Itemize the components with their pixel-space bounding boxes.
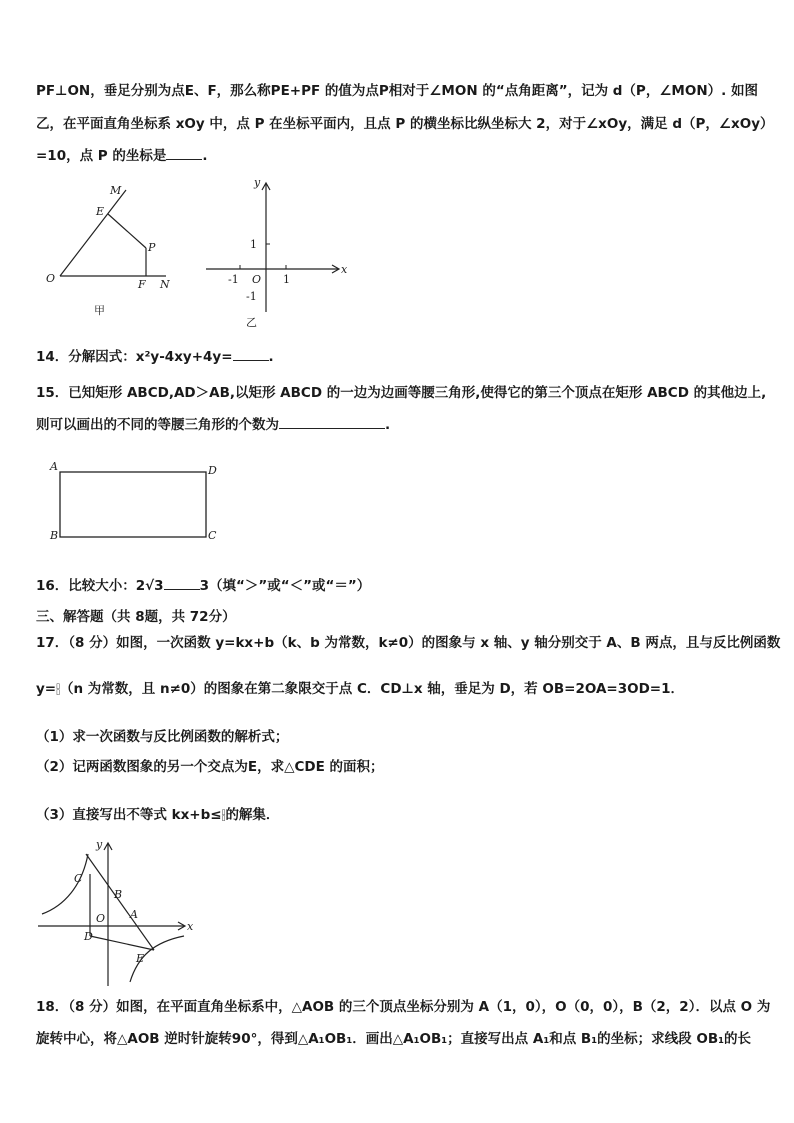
fraction-n-over-x: ▯ ▯ <box>221 808 226 822</box>
q13-line-1: PF⊥ON，垂足分别为点E、F，那么称PE+PF 的值为点P相对于∠MON 的“点角距离”，记为 d（P，∠MON）. 如图 <box>36 83 758 99</box>
axis-x-label: x <box>187 920 194 933</box>
label-M: M <box>110 184 122 197</box>
label-F: F <box>138 278 146 291</box>
label-P: P <box>148 241 156 254</box>
q17-line-2: y= ▯ ▯ （n 为常数，且 n≠0）的图象在第二象限交于点 C．CD⊥x 轴，垂足为 D，若 OB=2OA=3OD=1． <box>36 681 685 697</box>
q18-line-1: 18．（8 分）如图，在平面直角坐标系中，△AOB 的三个顶点坐标分别为 A（1，0），O（0，0），B（2，2）．以点 O 为 <box>36 999 771 1015</box>
tick-x-1: 1 <box>283 273 290 286</box>
q15-line-2: 则可以画出的不同的等腰三角形的个数为 . <box>36 417 391 433</box>
figure-jia <box>40 180 180 320</box>
label-D: D <box>208 464 217 477</box>
figure-caption: 甲 <box>94 304 105 317</box>
answer-blank[interactable] <box>166 147 202 160</box>
q16: 16．比较大小：2√3 3（填“＞”或“＜”或“＝”） <box>36 578 371 594</box>
label-D: D <box>84 930 93 943</box>
label-E: E <box>136 952 145 965</box>
section-3-title: 三、解答题（共 8题，共 72分） <box>36 609 236 625</box>
q14: 14．分解因式：x²y-4xy+4y= . <box>36 349 274 365</box>
answer-blank[interactable] <box>164 577 200 590</box>
label-N: N <box>160 278 170 291</box>
figure-yi <box>200 172 360 332</box>
q15-line-1: 15．已知矩形 ABCD,AD＞AB,以矩形 ABCD 的一边为边画等腰三角形,使得它的第三个顶点在矩形 ABCD 的其他边上, <box>36 385 767 401</box>
q18-line-2: 旋转中心，将△AOB 逆时针旋转90°，得到△A₁OB₁．画出△A₁OB₁；直接写出点 A₁和点 B₁的坐标；求线段 OB₁的长 <box>36 1031 752 1047</box>
label-C: C <box>208 529 217 542</box>
q13-line-3: =10，点 P 的坐标是 . <box>36 148 208 164</box>
q17-sub-2: （2）记两函数图象的另一个交点为E，求△CDE 的面积； <box>36 759 384 775</box>
figure-caption: 乙 <box>246 316 257 329</box>
tick-x-neg1: -1 <box>228 273 239 286</box>
q17-sub-1: （1）求一次函数与反比例函数的解析式； <box>36 729 289 745</box>
fraction-n-over-x: ▯ ▯ <box>56 682 60 696</box>
axis-y-label: y <box>254 176 261 189</box>
label-C: C <box>74 872 83 885</box>
q17-line-1: 17．（8 分）如图，一次函数 y=kx+b（k、b 为常数，k≠0）的图象与 x 轴、y 轴分别交于 A、B 两点，且与反比例函数 <box>36 635 781 651</box>
label-A: A <box>50 460 58 473</box>
origin-label: O <box>252 273 262 286</box>
axis-x-label: x <box>341 263 348 276</box>
tick-y-neg1: -1 <box>246 290 257 303</box>
label-E: E <box>96 205 105 218</box>
label-A: A <box>130 908 138 921</box>
label-B: B <box>114 888 123 901</box>
q17-graph <box>34 836 204 992</box>
label-O: O <box>46 272 56 285</box>
label-O: O <box>96 912 106 925</box>
tick-y-1: 1 <box>250 238 257 251</box>
answer-blank[interactable] <box>279 416 385 429</box>
q13-line-2: 乙，在平面直角坐标系 xOy 中，点 P 在坐标平面内，且点 P 的横坐标比纵坐标大 2，对于∠xOy，满足 d（P，∠xOy） <box>36 116 774 132</box>
q17-sub-3: （3）直接写出不等式 kx+b≤ ▯ ▯ 的解集． <box>36 807 280 823</box>
label-B: B <box>50 529 59 542</box>
rectangle-abcd-figure <box>44 458 229 548</box>
answer-blank[interactable] <box>233 348 269 361</box>
axis-y-label: y <box>96 838 103 851</box>
